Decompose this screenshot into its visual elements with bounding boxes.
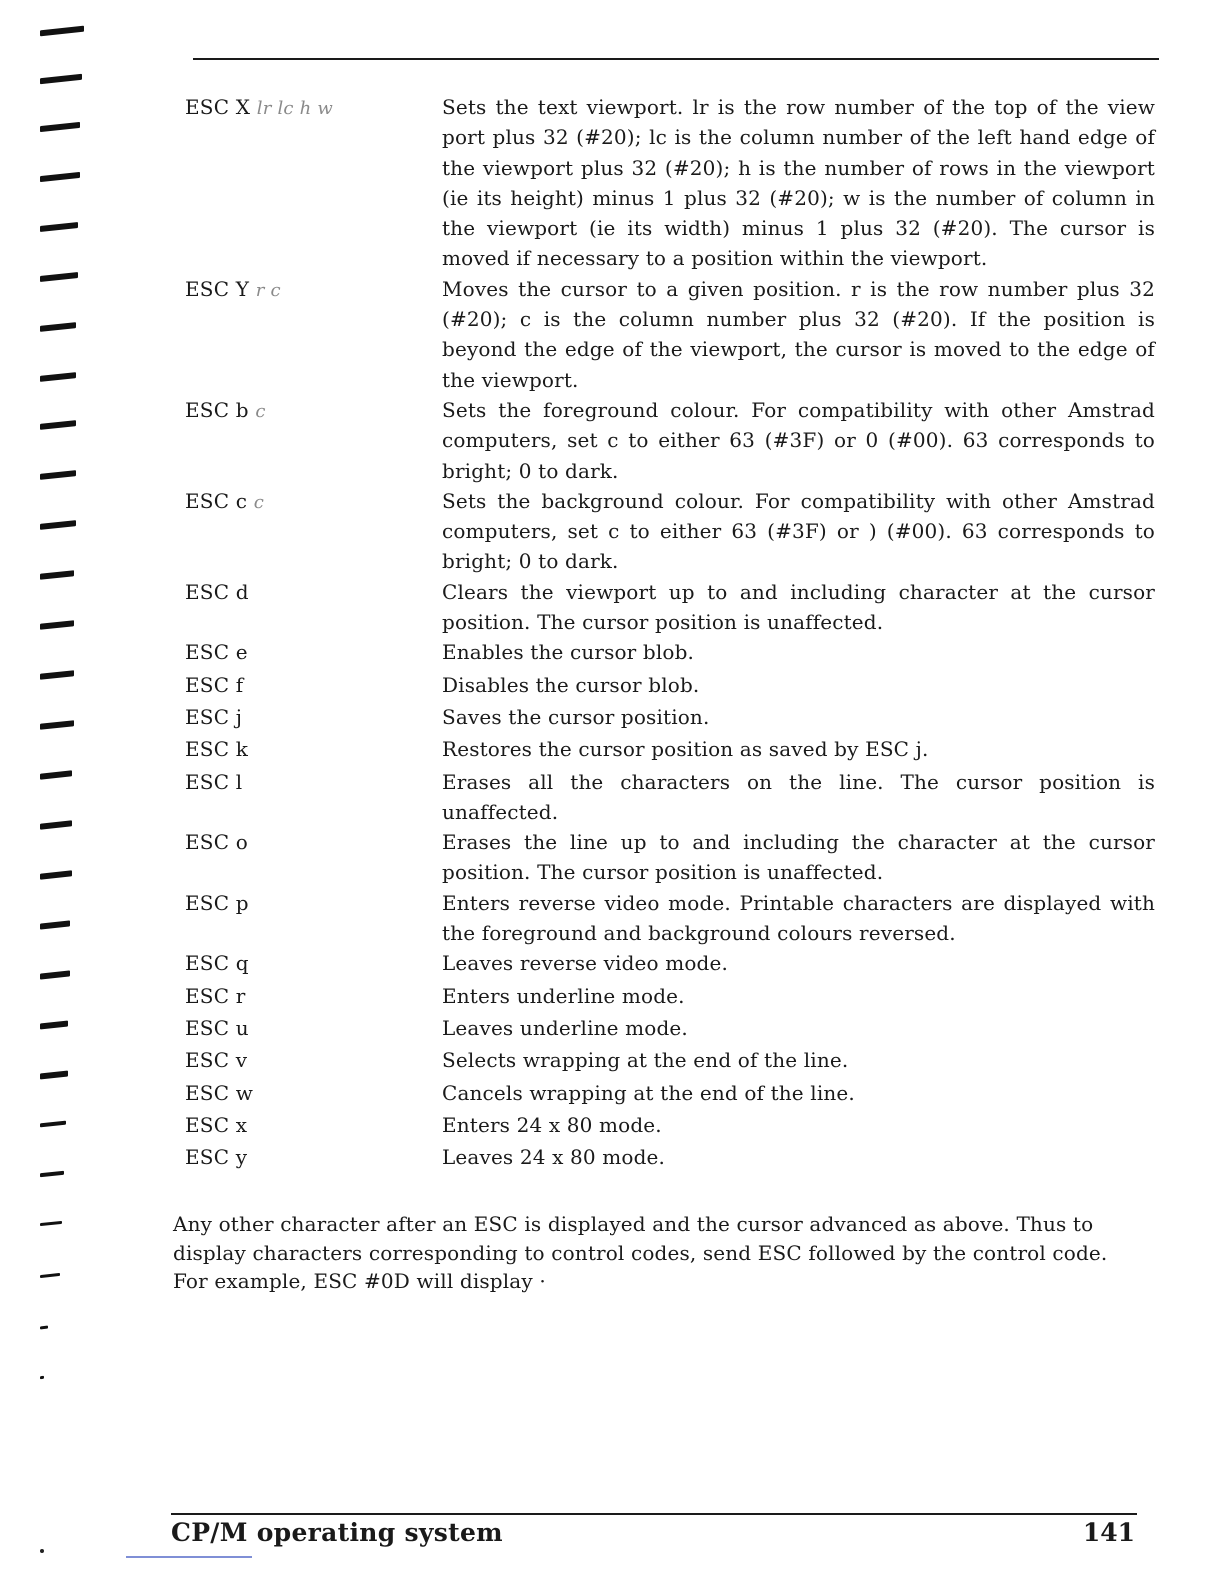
command-row <box>175 395 1155 486</box>
margin-mark <box>40 670 74 680</box>
command-row <box>175 577 1155 638</box>
escape-command-list <box>175 92 1155 1174</box>
command-key <box>175 486 442 577</box>
command-description: Sets the foreground colour. For compatibility with other Amstrad computers, set c to either 63 (#3F) or 0 (#00). 63 corresponds to bright; 0 to dark. <box>442 397 1155 483</box>
margin-mark <box>40 1221 62 1226</box>
command-key <box>175 637 442 669</box>
command-code: ESC q <box>185 951 249 976</box>
command-key <box>175 827 442 888</box>
command-row <box>175 827 1155 888</box>
command-code: ESC d <box>185 579 249 604</box>
command-args: c <box>255 400 266 422</box>
command-args: c <box>253 491 265 513</box>
command-key <box>175 981 442 1013</box>
command-row <box>175 637 1155 669</box>
command-row <box>175 670 1155 702</box>
command-key <box>175 274 442 395</box>
command-row <box>175 948 1155 980</box>
closing-paragraph: Any other character after an ESC is displayed and the cursor advanced as above. Thus to display characters corresponding to control codes, send ESC followed by the control code. For example, ESC #0D will display · <box>173 1212 1108 1293</box>
margin-mark <box>40 470 76 480</box>
footer-title: CP/M operating system <box>171 1518 503 1547</box>
margin-mark <box>40 970 70 979</box>
command-code: ESC j <box>185 704 243 729</box>
command-args: r c <box>255 279 281 301</box>
command-key <box>175 1013 442 1045</box>
command-row <box>175 1110 1155 1142</box>
command-code: ESC c <box>185 488 254 513</box>
command-code: ESC w <box>185 1080 254 1105</box>
margin-mark <box>40 172 80 182</box>
command-description: Clears the viewport up to and including character at the cursor position. The cursor position is unaffected. <box>442 579 1155 635</box>
command-key <box>175 577 442 638</box>
command-code: ESC k <box>185 737 249 762</box>
command-row <box>175 1142 1155 1174</box>
command-code: ESC b <box>185 397 256 422</box>
margin-mark <box>40 920 70 929</box>
command-key <box>175 395 442 486</box>
command-key <box>175 1045 442 1077</box>
margin-mark <box>40 74 82 84</box>
command-description: Cancels wrapping at the end of the line. <box>442 1080 855 1105</box>
command-code: ESC e <box>185 640 248 665</box>
command-key <box>175 888 442 949</box>
page-number: 141 <box>1082 1518 1135 1547</box>
margin-mark <box>40 122 80 132</box>
command-description: Leaves reverse video mode. <box>442 951 728 976</box>
scan-artifact-dot <box>40 1549 44 1553</box>
command-description: Restores the cursor position as saved by ESC j. <box>442 737 929 762</box>
command-key <box>175 1078 442 1110</box>
command-row <box>175 702 1155 734</box>
command-code: ESC u <box>185 1015 249 1040</box>
command-row <box>175 486 1155 577</box>
command-description: Saves the cursor position. <box>442 704 710 729</box>
command-row <box>175 981 1155 1013</box>
margin-mark <box>40 1071 68 1080</box>
margin-mark <box>40 520 76 530</box>
command-description: Disables the cursor blob. <box>442 672 700 697</box>
command-description: Selects wrapping at the end of the line. <box>442 1048 849 1073</box>
command-description: Moves the cursor to a given position. r is the row number plus 32 (#20); c is the column number plus 32 (#20). If the position is beyond the edge of the viewport, the cursor is moved to the edge of the viewport. <box>442 276 1155 392</box>
margin-mark <box>40 1021 68 1030</box>
command-row <box>175 888 1155 949</box>
command-code: ESC o <box>185 830 249 855</box>
margin-mark <box>40 1326 48 1330</box>
command-description: Enables the cursor blob. <box>442 640 695 665</box>
command-code: ESC y <box>185 1145 248 1170</box>
command-description: Enters reverse video mode. Printable characters are displayed with the foreground and background colours reversed. <box>442 890 1155 946</box>
command-description: Leaves underline mode. <box>442 1015 688 1040</box>
command-code: ESC X <box>185 95 257 119</box>
margin-mark <box>40 322 76 332</box>
command-code: ESC f <box>185 672 244 697</box>
command-code: ESC v <box>185 1048 248 1073</box>
command-row <box>175 1045 1155 1077</box>
margin-mark <box>40 1376 44 1379</box>
command-row <box>175 734 1155 766</box>
command-row <box>175 1013 1155 1045</box>
scan-margin-marks <box>22 20 92 1560</box>
margin-mark <box>40 620 74 630</box>
command-description: Sets the background colour. For compatibility with other Amstrad computers, set c to either 63 (#3F) or ) (#00). 63 corresponds to bright; 0 to dark. <box>442 488 1155 574</box>
margin-mark <box>40 870 72 879</box>
scan-artifact-line <box>126 1556 252 1558</box>
margin-mark <box>40 770 72 779</box>
command-key <box>175 734 442 766</box>
margin-mark <box>40 272 78 282</box>
command-args: lr lc h w <box>256 98 333 119</box>
command-description: Enters underline mode. <box>442 983 685 1008</box>
margin-mark <box>40 570 74 580</box>
margin-mark <box>40 1121 66 1128</box>
command-description: Erases all the characters on the line. The cursor position is unaffected. <box>442 769 1155 824</box>
command-key <box>175 1142 442 1174</box>
margin-mark <box>40 1273 60 1278</box>
margin-mark <box>40 222 78 232</box>
command-code: ESC l <box>185 769 243 794</box>
command-key <box>175 92 442 274</box>
margin-mark <box>40 372 76 382</box>
command-code: ESC x <box>185 1112 248 1137</box>
footer-rule <box>171 1513 1137 1515</box>
command-row <box>175 767 1155 828</box>
command-row <box>175 1078 1155 1110</box>
command-key <box>175 1110 442 1142</box>
command-key <box>175 767 442 828</box>
command-row <box>175 92 1155 274</box>
margin-mark <box>40 1171 64 1178</box>
command-description: Leaves 24 x 80 mode. <box>442 1145 666 1170</box>
command-description: Sets the text viewport. lr is the row number of the top of the view port plus 32 (#20); lc is the column number of the left hand edge of the viewport plus 32 (#20); h is the number of rows in the viewport (ie its height) minus 1 plus 32 (#20); w is the number of column in the viewport (ie its width) minus 1 plus 32 (#20). The cursor is moved if necessary to a position within the viewport. <box>442 95 1155 271</box>
command-code: ESC r <box>185 983 246 1008</box>
top-rule <box>193 58 1159 60</box>
escape-command-table <box>175 92 1155 1174</box>
command-key <box>175 702 442 734</box>
command-key <box>175 670 442 702</box>
command-description: Enters 24 x 80 mode. <box>442 1112 662 1137</box>
command-description: Erases the line up to and including the character at the cursor position. The cursor position is unaffected. <box>442 830 1155 885</box>
margin-mark <box>40 26 84 37</box>
margin-mark <box>40 420 76 430</box>
command-row <box>175 274 1155 395</box>
command-code: ESC Y <box>185 276 256 301</box>
margin-mark <box>40 820 72 829</box>
margin-mark <box>40 720 74 730</box>
command-key <box>175 948 442 980</box>
command-code: ESC p <box>185 890 249 915</box>
